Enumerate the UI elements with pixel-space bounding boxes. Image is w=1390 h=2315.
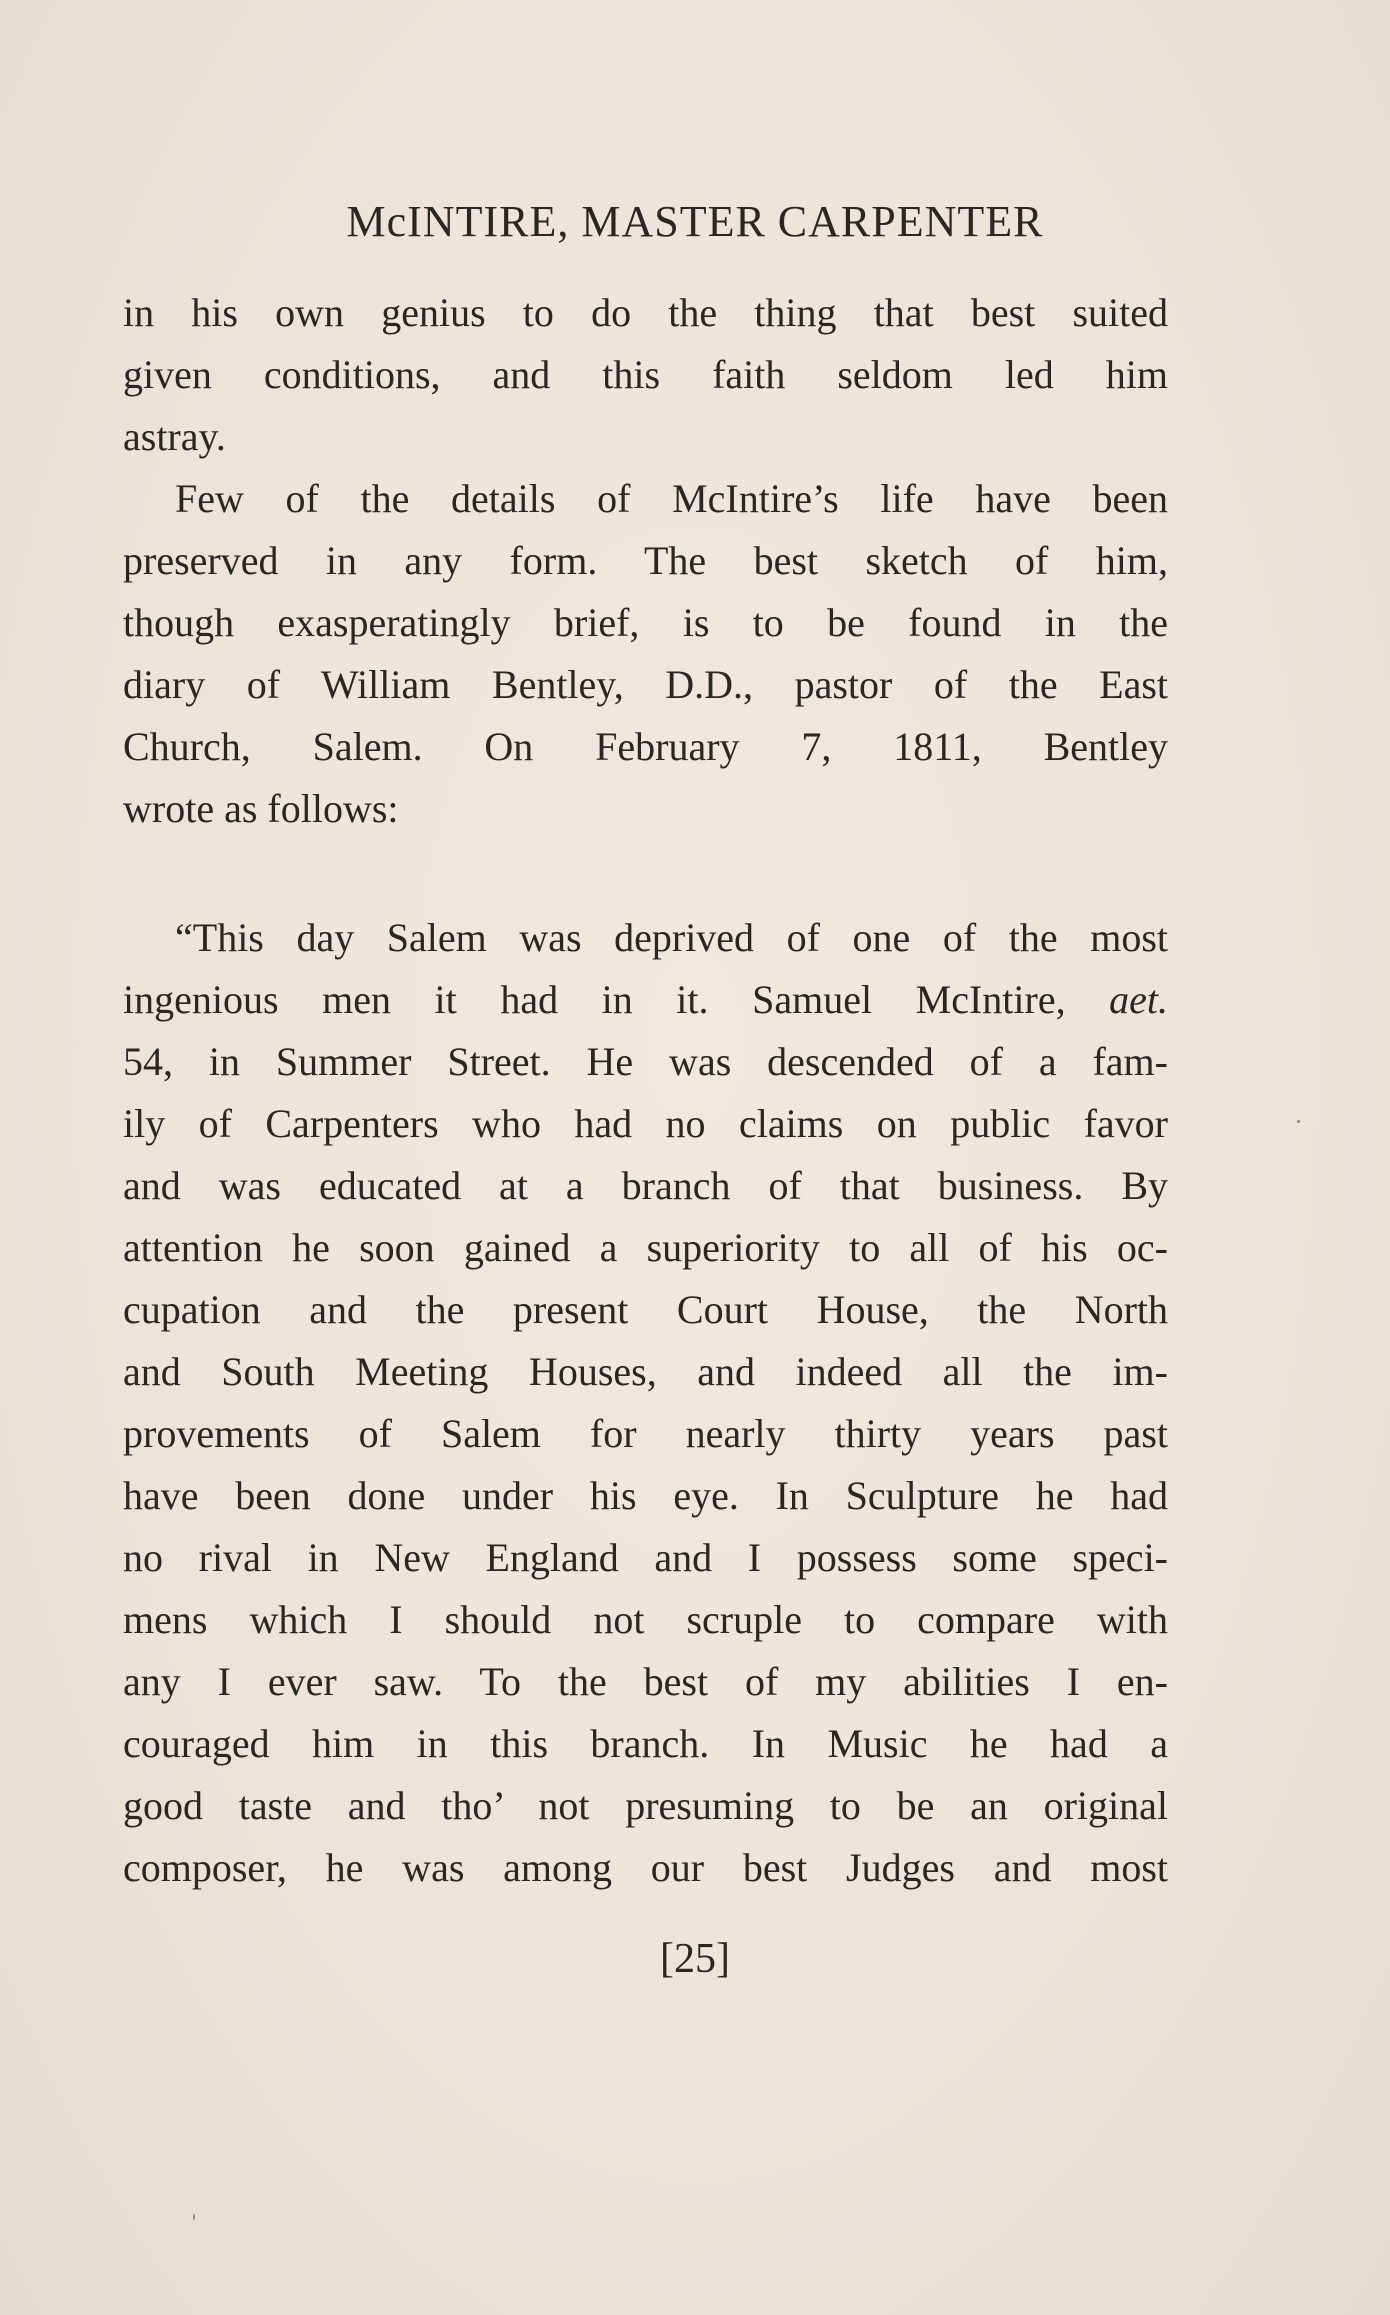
text-line: couraged him in this branch. In Music he had a: [123, 1721, 1168, 1766]
text-line: and South Meeting Houses, and indeed all the im-: [123, 1349, 1168, 1394]
text-line: “This day Salem was deprived of one of the most: [175, 915, 1168, 960]
text-line: any I ever saw. To the best of my abilities I en-: [123, 1659, 1168, 1704]
italic-abbreviation: aet.: [1109, 977, 1168, 1022]
text-line-with-italic: [123, 969, 1168, 1031]
text-line: preserved in any form. The best sketch of him,: [123, 538, 1168, 583]
quotation-paragraph: [123, 907, 1168, 1899]
text-line: attention he soon gained a superiority to all of his oc-: [123, 1225, 1168, 1270]
text-line: no rival in New England and I possess some speci-: [123, 1535, 1168, 1580]
text-line: and was educated at a branch of that business. By: [123, 1163, 1168, 1208]
paper-speck: [193, 2214, 195, 2220]
text-line: 54, in Summer Street. He was descended of a fam-: [123, 1039, 1168, 1084]
text-line: wrote as follows:: [123, 786, 399, 831]
text-line: astray.: [123, 414, 226, 459]
paragraph-1: [123, 282, 1168, 468]
text-line: given conditions, and this faith seldom led him: [123, 352, 1168, 397]
paragraph-2: [123, 468, 1168, 840]
text-line: Few of the details of McIntire’s life have been: [175, 476, 1168, 521]
text-line: have been done under his eye. In Sculpture he had: [123, 1473, 1168, 1518]
text-line: provements of Salem for nearly thirty years past: [123, 1411, 1168, 1456]
text-line: cupation and the present Court House, the North: [123, 1287, 1168, 1332]
page-number: [25]: [660, 1936, 730, 1982]
text-line: composer, he was among our best Judges and most: [123, 1845, 1168, 1890]
text-line: good taste and tho’ not presuming to be an original: [123, 1783, 1168, 1828]
text-line: diary of William Bentley, D.D., pastor of the East: [123, 662, 1168, 707]
paper-speck: [1297, 1120, 1300, 1123]
text-fragment: ingenious men it had in it. Samuel McIntire,: [123, 977, 1110, 1022]
text-line: though exasperatingly brief, is to be found in the: [123, 600, 1168, 645]
running-head: McINTIRE, MASTER CARPENTER: [346, 197, 1044, 246]
text-line: ily of Carpenters who had no claims on public favor: [123, 1101, 1168, 1146]
text-line: mens which I should not scruple to compare with: [123, 1597, 1168, 1642]
text-line: Church, Salem. On February 7, 1811, Bentley: [123, 724, 1168, 769]
text-line: in his own genius to do the thing that best suited: [123, 290, 1168, 335]
